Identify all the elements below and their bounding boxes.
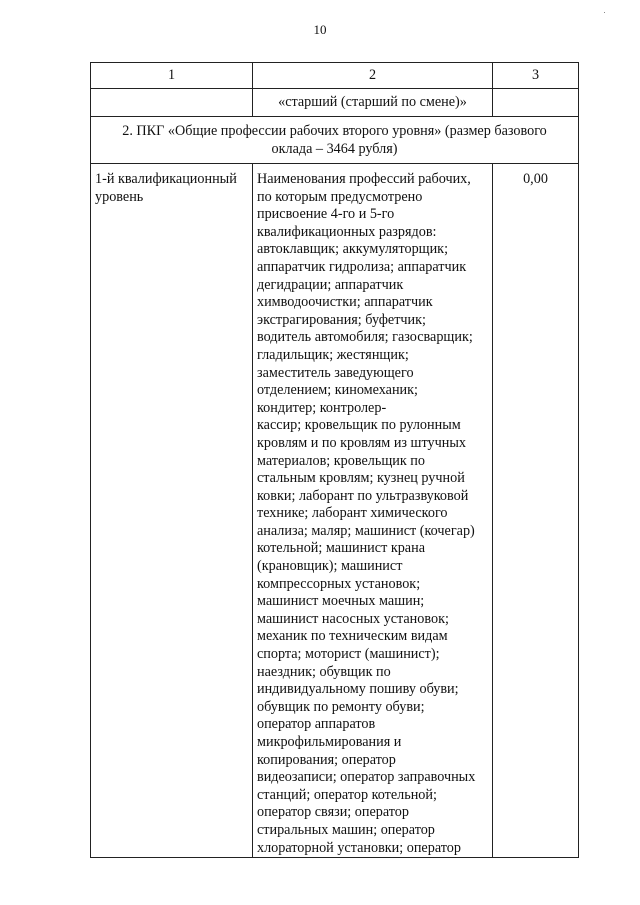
page-number: 10	[313, 22, 327, 37]
profession-line: Наименования профессий рабочих,	[257, 171, 471, 187]
profession-line: кассир; кровельщик по рулонным	[257, 417, 461, 434]
profession-line: кондитер; контролер-	[257, 399, 387, 416]
group-title-line-1: 2. ПКГ «Общие профессии рабочих второго уровня» (размер базового	[122, 123, 547, 139]
profession-line: кровлям и по кровлям из штучных	[257, 434, 466, 451]
profession-line: (крановщик); машинист	[257, 558, 403, 575]
continuation-empty-3	[493, 89, 579, 117]
profession-line: дегидрации; аппаратчик	[257, 276, 404, 293]
profession-line: ковки; лаборант по ультразвуковой	[257, 487, 469, 504]
profession-line: индивидуальному пошиву обуви;	[257, 681, 459, 698]
profession-line: механик по техническим видам	[257, 628, 448, 645]
profession-line: компрессорных установок;	[257, 575, 421, 592]
profession-line: стальным кровлям; кузнец ручной	[257, 470, 465, 487]
profession-line: копирования; оператор	[257, 751, 396, 768]
profession-line: присвоение 4-го и 5-го	[257, 206, 395, 223]
continuation-row	[91, 89, 579, 117]
profession-line: водитель автомобиля; газосварщик;	[257, 329, 473, 346]
profession-line: анализа; маляр; машинист (кочегар)	[257, 522, 475, 539]
group-title-row	[91, 117, 579, 164]
qualification-level	[91, 164, 253, 858]
qualification-level-line-1: 1-й квалификационный	[95, 171, 237, 187]
profession-line: автоклавщик; аккумуляторщик;	[257, 241, 449, 258]
header-col-1: 1	[91, 63, 253, 89]
profession-line: экстрагирования; буфетчик;	[257, 311, 426, 328]
profession-line: гладильщик; жестянщик;	[257, 346, 409, 363]
salary-table	[90, 62, 579, 858]
profession-line: аппаратчик гидролиза; аппаратчик	[257, 258, 467, 275]
profession-line: технике; лаборант химического	[257, 505, 448, 522]
profession-line: котельной; машинист крана	[257, 540, 425, 557]
profession-line: отделением; киномеханик;	[257, 382, 418, 399]
continuation-text: «старший (старший по смене)»	[253, 89, 493, 117]
profession-line: машинист насосных установок;	[257, 610, 449, 627]
continuation-empty-1	[91, 89, 253, 117]
profession-line: заместитель заведующего	[257, 364, 414, 381]
profession-line: стиральных машин; оператор	[257, 821, 435, 838]
profession-line: хлораторной установки; оператор	[257, 839, 461, 856]
profession-line: оператор аппаратов	[257, 716, 376, 733]
profession-line: наездник; обувщик по	[257, 663, 391, 680]
profession-line: квалификационных разрядов:	[257, 223, 437, 240]
profession-line: спорта; моторист (машинист);	[257, 646, 440, 663]
group-title-line-2: оклада – 3464 рубля)	[271, 141, 398, 157]
profession-line: обувщик по ремонту обуви;	[257, 698, 425, 715]
table-header-row	[91, 63, 579, 89]
header-col-3: 3	[493, 63, 579, 89]
profession-line: по которым предусмотрено	[257, 188, 423, 205]
profession-line: станций; оператор котельной;	[257, 786, 437, 803]
profession-line: оператор связи; оператор	[257, 804, 409, 821]
profession-line: видеозаписи; оператор заправочных	[257, 769, 476, 786]
professions-list	[253, 164, 493, 858]
group-title	[91, 117, 579, 164]
scan-speck	[604, 12, 605, 13]
level-row	[91, 164, 579, 858]
qualification-level-line-2: уровень	[95, 188, 144, 205]
profession-line: машинист моечных машин;	[257, 593, 425, 610]
profession-line: химводоочистки; аппаратчик	[257, 294, 433, 311]
profession-line: микрофильмирования и	[257, 734, 402, 750]
profession-line: материалов; кровельщик по	[257, 452, 425, 469]
coefficient-value: 0,00	[493, 164, 579, 858]
header-col-2: 2	[253, 63, 493, 89]
